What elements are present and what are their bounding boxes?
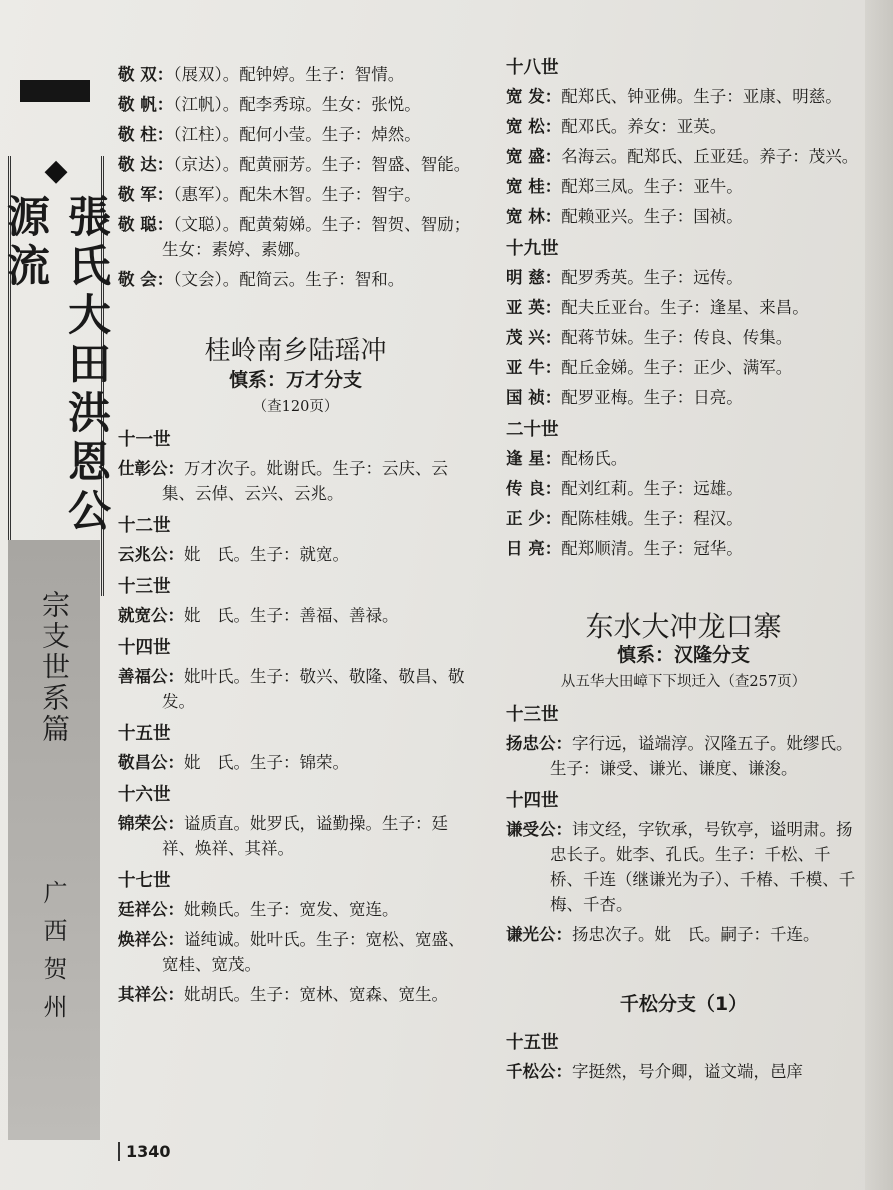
entry-text: 妣 氏。生子：锦荣。 xyxy=(184,753,349,772)
list-item xyxy=(118,182,473,207)
entry-name: 敬 军： xyxy=(118,185,174,204)
entry-name: 茂 兴： xyxy=(506,328,562,347)
page-number: 1340 xyxy=(118,1142,171,1161)
list-item xyxy=(506,536,861,561)
entry-name: 谦光公： xyxy=(506,925,572,944)
entry-text: 讳文经，字钦承，号钦亭，谥明肃。扬忠长子。妣李、孔氏。生子：千松、千桥、千连（继谦光为子）、千椿、千模、千梅、千杏。 xyxy=(550,820,856,914)
entry-name: 亚 英： xyxy=(506,298,562,317)
entry-text: 配赖亚兴。生子：国祯。 xyxy=(561,207,743,226)
entry-name: 日 亮： xyxy=(506,539,562,558)
list-item xyxy=(118,212,473,262)
generation-heading: 十二世 xyxy=(118,516,171,536)
entry-name: 国 祯： xyxy=(506,388,562,407)
entry-name: 传 良： xyxy=(506,479,562,498)
generation-heading: 十四世 xyxy=(506,791,559,811)
entry-text: 名海云。配郑氏、丘亚廷。养子：茂兴。 xyxy=(561,147,859,166)
list-item xyxy=(118,542,473,567)
list-item xyxy=(118,603,473,628)
list-item xyxy=(118,122,473,147)
generation-heading: 十五世 xyxy=(506,1033,559,1053)
entry-text: 配罗秀英。生子：远传。 xyxy=(561,268,743,287)
entry-text: （文会）。配简云。生子：智和。 xyxy=(173,270,405,289)
entry-name: 其祥公： xyxy=(118,985,184,1004)
right-column xyxy=(506,56,861,1089)
entry-text: 谥质直。妣罗氏，谥勤操。生子：廷祥、焕祥、其祥。 xyxy=(162,814,448,858)
entry-name: 扬忠公： xyxy=(506,734,572,753)
entry-name: 敬 达： xyxy=(118,155,174,174)
entry-name: 敬 会： xyxy=(118,270,174,289)
section-subtitle: 慎系：汉隆分支 xyxy=(616,644,750,666)
entry-name: 宽 松： xyxy=(506,117,562,136)
section-name: 宗支世系篇 xyxy=(38,590,71,745)
list-item xyxy=(118,267,473,292)
list-item xyxy=(506,506,861,531)
generation-heading: 十六世 xyxy=(118,785,171,805)
entry-text: 配陈桂娥。生子：程汉。 xyxy=(561,509,743,528)
list-item xyxy=(118,927,473,977)
entry-text: 妣叶氏。生子：敬兴、敬隆、敬昌、敬发。 xyxy=(162,667,465,711)
list-item xyxy=(506,355,861,380)
entry-text: （江帆）。配李秀琼。生女：张悦。 xyxy=(173,95,421,114)
entry-text: 字挺然，号介卿，谥文端，邑庠 xyxy=(572,1062,803,1081)
entry-text: 配夫丘亚台。生子：逢星、来昌。 xyxy=(561,298,809,317)
entry-name: 宽 桂： xyxy=(506,177,562,196)
sidebar xyxy=(0,70,111,1150)
entry-name: 正 少： xyxy=(506,509,562,528)
entry-name: 宽 盛： xyxy=(506,147,562,166)
entry-text: 妣赖氏。生子：宽发、宽连。 xyxy=(184,900,399,919)
sidebar-title-box xyxy=(0,153,111,596)
list-item xyxy=(118,664,473,714)
generation-heading: 十四世 xyxy=(118,638,171,658)
section-title: 桂岭南乡陆瑶冲 xyxy=(204,336,387,366)
list-item xyxy=(506,84,861,109)
diamond-icon: ◆ xyxy=(44,153,68,188)
list-item xyxy=(506,204,861,229)
branch-title: 千松分支（1） xyxy=(619,993,748,1015)
entry-name: 宽 发： xyxy=(506,87,562,106)
section-title: 东水大冲龙口寨 xyxy=(585,610,782,643)
entry-text: （江柱）。配何小莹。生子：焯然。 xyxy=(173,125,421,144)
list-item xyxy=(506,144,861,169)
entry-text: （展双）。配钟婷。生子：智情。 xyxy=(173,65,405,84)
list-item xyxy=(506,731,861,781)
page-edge xyxy=(865,0,893,1190)
list-item xyxy=(506,922,861,947)
book-title: 張氏大田洪恩公源流 xyxy=(0,194,111,537)
entry-text: 扬忠次子。妣 氏。嗣子：千连。 xyxy=(572,925,820,944)
list-item xyxy=(506,476,861,501)
list-item xyxy=(506,446,861,471)
list-item xyxy=(118,152,473,177)
sidebar-black-bar xyxy=(20,80,90,102)
entry-name: 锦荣公： xyxy=(118,814,184,833)
entry-text: 妣胡氏。生子：宽林、宽森、宽生。 xyxy=(184,985,448,1004)
entry-text: 万才次子。妣谢氏。生子：云庆、云集、云倬、云兴、云兆。 xyxy=(162,459,448,503)
entry-name: 千松公： xyxy=(506,1062,572,1081)
entry-name: 敬 柱： xyxy=(118,125,174,144)
list-item xyxy=(506,265,861,290)
entry-name: 宽 林： xyxy=(506,207,562,226)
entry-text: 配郑顺清。生子：冠华。 xyxy=(561,539,743,558)
entry-text: 配罗亚梅。生子：日亮。 xyxy=(561,388,743,407)
list-item xyxy=(118,456,473,506)
entry-name: 敬昌公： xyxy=(118,753,184,772)
list-item xyxy=(118,811,473,861)
entry-name: 明 慈： xyxy=(506,268,562,287)
list-item xyxy=(118,982,473,1007)
entry-name: 逢 星： xyxy=(506,449,562,468)
entry-text: 妣 氏。生子：就宽。 xyxy=(184,545,349,564)
generation-heading: 十三世 xyxy=(506,705,559,725)
list-item xyxy=(506,325,861,350)
entry-text: 配邓氏。养女：亚英。 xyxy=(561,117,727,136)
entry-name: 敬 帆： xyxy=(118,95,174,114)
generation-heading: 十八世 xyxy=(506,58,559,78)
entry-text: （惠军）。配朱木智。生子：智宇。 xyxy=(173,185,421,204)
entry-text: 谥纯诚。妣叶氏。生子：宽松、宽盛、宽桂、宽茂。 xyxy=(162,930,465,974)
generation-heading: 十一世 xyxy=(118,430,171,450)
entry-text: 配蒋节妹。生子：传良、传集。 xyxy=(561,328,793,347)
list-item xyxy=(506,385,861,410)
left-top-entries xyxy=(118,62,473,292)
entry-text: （文聪）。配黄菊娣。生子：智贺、智励；生女：素婷、素娜。 xyxy=(162,215,471,259)
entry-name: 就宽公： xyxy=(118,606,184,625)
entry-name: 仕彰公： xyxy=(118,459,184,478)
entry-name: 廷祥公： xyxy=(118,900,184,919)
list-item xyxy=(118,92,473,117)
entry-name: 敬 双： xyxy=(118,65,174,84)
list-item xyxy=(506,1059,861,1084)
list-item xyxy=(506,817,861,917)
section-reference: 从五华大田嶂下下坝迁入（查257页） xyxy=(560,674,807,690)
list-item xyxy=(118,62,473,87)
generation-heading: 十七世 xyxy=(118,871,171,891)
entry-name: 敬 聪： xyxy=(118,215,174,234)
entry-name: 云兆公： xyxy=(118,545,184,564)
entry-text: 配刘红莉。生子：远雄。 xyxy=(561,479,743,498)
entry-text: 妣 氏。生子：善福、善禄。 xyxy=(184,606,399,625)
entry-name: 善福公： xyxy=(118,667,184,686)
entry-text: 配丘金娣。生子：正少、满军。 xyxy=(561,358,793,377)
section-subtitle: 慎系：万才分支 xyxy=(228,369,362,391)
generation-heading: 十三世 xyxy=(118,577,171,597)
region-name: 广西贺州 xyxy=(39,880,67,1032)
generation-heading: 十五世 xyxy=(118,724,171,744)
section-reference: （查120页） xyxy=(252,399,339,415)
generation-heading: 二十世 xyxy=(506,420,559,440)
list-item xyxy=(506,174,861,199)
list-item xyxy=(118,750,473,775)
list-item xyxy=(118,897,473,922)
entry-text: 配郑三凤。生子：亚牛。 xyxy=(561,177,743,196)
left-column xyxy=(118,62,473,1012)
entry-name: 亚 牛： xyxy=(506,358,562,377)
entry-text: 字行远，谥端淳。汉隆五子。妣缪氏。生子：谦受、谦光、谦度、谦浚。 xyxy=(550,734,853,778)
entry-text: 配郑氏、钟亚佛。生子：亚康、明慈。 xyxy=(561,87,842,106)
entry-text: 配杨氏。 xyxy=(561,449,628,468)
list-item xyxy=(506,295,861,320)
entry-name: 焕祥公： xyxy=(118,930,184,949)
list-item xyxy=(506,114,861,139)
entry-text: （京达）。配黄丽芳。生子：智盛、智能。 xyxy=(173,155,471,174)
entry-name: 谦受公： xyxy=(506,820,572,839)
generation-heading: 十九世 xyxy=(506,239,559,259)
